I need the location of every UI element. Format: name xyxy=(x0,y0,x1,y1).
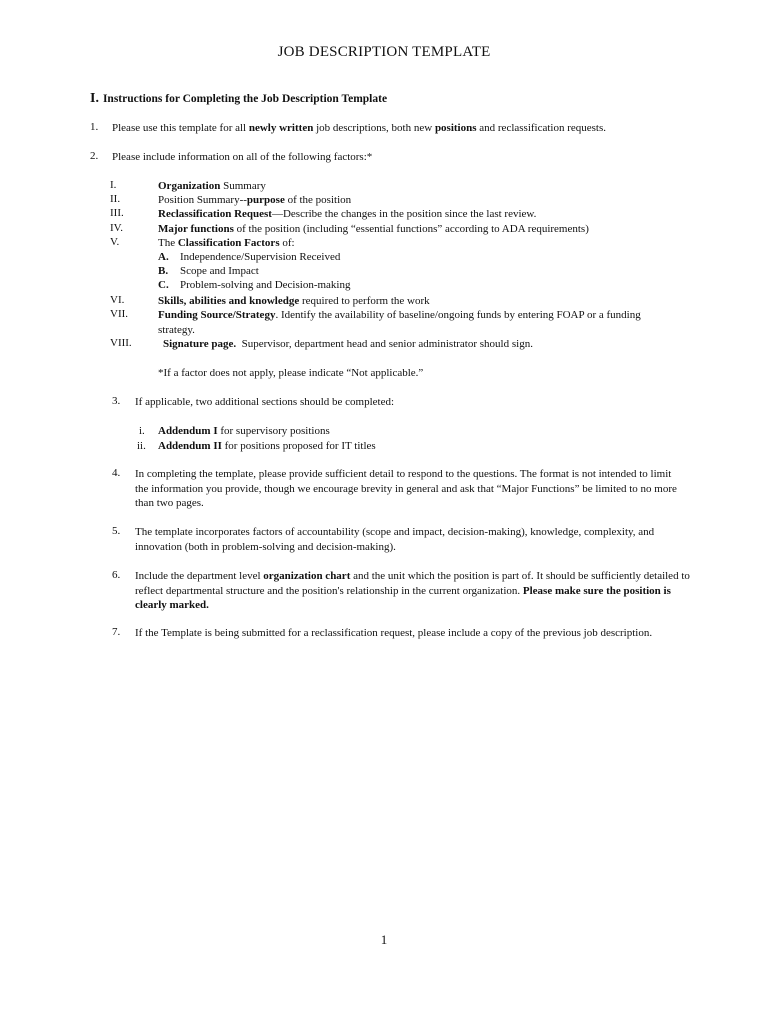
factor-3-bold: Reclassification Request xyxy=(158,208,272,220)
addendum-1-rest: for supervisory positions xyxy=(217,425,330,437)
factor-8-label: VIII. xyxy=(110,337,132,349)
factor-6-bold: Skills, abilities and knowledge xyxy=(158,295,300,307)
item-3-text: If applicable, two additional sections should be completed: xyxy=(135,396,395,408)
sub-factor-b-text: Scope and Impact xyxy=(180,265,259,277)
item-6-number: 6. xyxy=(112,569,121,581)
item-4-text: In completing the template, please provide sufficient detail to respond to the questions. The format is not intended to limit the information you provide, though we encourage brevity in general and ask that “Major Functions” be limited to no more than two pages. xyxy=(135,468,677,509)
factor-5-text xyxy=(158,236,678,251)
item-1-text xyxy=(112,121,712,136)
factor-1-rest: Summary xyxy=(220,180,266,192)
factor-7-label: VII. xyxy=(110,308,129,320)
factor-8-text xyxy=(163,337,683,352)
item-1-a: Please use this template for all xyxy=(112,122,249,134)
item-4-number: 4. xyxy=(112,467,121,479)
item-5-text: The template incorporates factors of accountability (scope and impact, decision-making), knowledge, complexity, and innovation (both in problem-solving and decision-making). xyxy=(135,526,655,553)
factor-1-label: I. xyxy=(110,179,117,191)
item-6-b: organization chart xyxy=(263,570,351,582)
factors-footnote: *If a factor does not apply, please indicate “Not applicable.” xyxy=(158,367,424,379)
sub-factor-a-label: A. xyxy=(158,251,169,263)
addendum-1-text xyxy=(158,424,658,439)
addendum-1-label: i. xyxy=(139,425,145,437)
item-1-e: and reclassification requests. xyxy=(476,122,607,134)
section-numeral: I. xyxy=(90,91,99,106)
factor-7-rest: . Identify the availability of baseline/ongoing funds by entering FOAP or a funding strategy. xyxy=(158,309,641,336)
factor-6-label: VI. xyxy=(110,294,125,306)
sub-factor-c-label: C. xyxy=(158,279,169,291)
addendum-1-bold: Addendum I xyxy=(158,425,218,437)
factor-5-bold: Classification Factors xyxy=(177,237,280,249)
addendum-2-text xyxy=(158,439,658,454)
factor-7-bold: Funding Source/Strategy xyxy=(158,309,276,321)
factor-2-rest: of the position xyxy=(284,194,352,206)
factor-1-text xyxy=(158,179,678,194)
section-heading xyxy=(90,91,387,107)
factor-4-rest: of the position (including “essential functions” according to ADA requirements) xyxy=(233,223,589,235)
factor-2-bold: purpose xyxy=(246,194,285,206)
addendum-2-rest: for positions proposed for IT titles xyxy=(221,440,376,452)
factor-4-label: IV. xyxy=(110,222,123,234)
item-2-text: Please include information on all of the following factors:* xyxy=(112,151,373,163)
factor-5-label: V. xyxy=(110,236,120,248)
item-5-number: 5. xyxy=(112,525,121,537)
factor-3-text xyxy=(158,207,678,222)
factor-5-pre: The xyxy=(158,237,178,249)
item-6-text xyxy=(135,569,700,613)
section-heading-text: Instructions for Completing the Job Description Template xyxy=(102,93,388,105)
item-6-c: and the unit which the position is part of. It should be sufficiently detailed to reflect departmental structure and the position's relationship in the current organization. xyxy=(135,570,690,597)
factor-4-bold: Major functions xyxy=(158,223,234,235)
item-6-a: Include the department level xyxy=(135,570,264,582)
factor-6-text xyxy=(158,294,678,309)
sub-factor-c-text: Problem-solving and Decision-making xyxy=(180,279,351,291)
factor-2-label: II. xyxy=(110,193,121,205)
item-1-c: job descriptions, both new xyxy=(313,122,435,134)
item-1-number: 1. xyxy=(90,121,99,133)
item-7-text: If the Template is being submitted for a reclassification request, please include a copy of the previous job description. xyxy=(135,627,653,639)
factor-1-bold: Organization xyxy=(158,180,221,192)
factor-6-rest: required to perform the work xyxy=(299,295,430,307)
factor-8-bold: Signature page. xyxy=(163,338,237,350)
factor-3-rest: —Describe the changes in the position since the last review. xyxy=(271,208,537,220)
factor-2-pre: Position Summary-- xyxy=(158,194,247,206)
addendum-2-bold: Addendum II xyxy=(158,440,222,452)
factor-5-rest: of: xyxy=(279,237,295,249)
addendum-2-label: ii. xyxy=(137,440,146,452)
sub-factor-b-label: B. xyxy=(158,265,169,277)
page-number: 1 xyxy=(380,932,388,947)
item-3-number: 3. xyxy=(112,395,121,407)
factor-4-text xyxy=(158,222,678,237)
item-2-number: 2. xyxy=(90,150,99,162)
factor-7-text xyxy=(158,308,668,337)
factor-2-text xyxy=(158,193,678,208)
document-title: JOB DESCRIPTION TEMPLATE xyxy=(277,44,491,60)
factor-8-rest: Supervisor, department head and senior administrator should sign. xyxy=(236,338,533,350)
item-1-d: positions xyxy=(434,122,477,134)
sub-factor-a-text: Independence/Supervision Received xyxy=(180,251,341,263)
item-7-number: 7. xyxy=(112,626,121,638)
item-1-b: newly written xyxy=(248,122,314,134)
item-6-d: Please make sure the position is clearly marked. xyxy=(135,584,671,611)
factor-3-label: III. xyxy=(110,207,124,219)
